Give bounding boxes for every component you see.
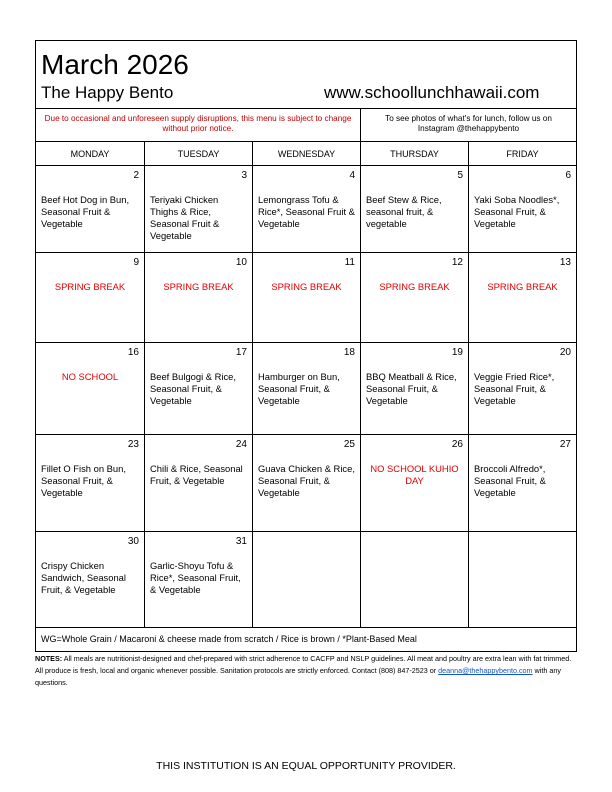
day-cell — [145, 435, 253, 531]
weekday-monday: MONDAY — [36, 142, 145, 165]
spring-break-label: SPRING BREAK — [163, 281, 234, 292]
day-cell — [253, 253, 361, 342]
meal-text: Veggie Fried Rice*, Seasonal Fruit, & Vegetable — [474, 371, 555, 406]
day-cell — [145, 166, 253, 252]
meal-text: Broccoli Alfredo*, Seasonal Fruit, & Vegetable — [474, 463, 546, 498]
notes-text: All meals are nutritionist-designed and chef-prepared with strict adherence to CACFP and NSLP guidelines. All meat and poultry are extra lean with fat trimmed. All produce is fresh, local and organic whenever possible. Sanitation protocols are strictly enforced. Contact (808) 847-2523 or — [35, 654, 572, 675]
day-cell — [253, 343, 361, 434]
day-cell — [36, 253, 145, 342]
day-cell — [253, 166, 361, 252]
empty-day-cell — [361, 532, 469, 627]
legend: WG=Whole Grain / Macaroni & cheese made from scratch / Rice is brown / *Plant-Based Meal — [41, 634, 417, 644]
empty-day-cell — [469, 532, 576, 627]
day-number: 25 — [343, 439, 355, 450]
day-number: 31 — [235, 536, 247, 547]
spring-break-label: SPRING BREAK — [271, 281, 342, 292]
day-cell — [469, 435, 576, 531]
instagram-notice: To see photos of what's for lunch, follow us on Instagram @thehappybento — [385, 114, 552, 133]
website-url: www.schoollunchhawaii.com — [324, 83, 540, 102]
day-cell — [36, 435, 145, 531]
day-number: 9 — [133, 257, 139, 268]
day-cell — [361, 166, 469, 252]
week-row-3 — [36, 343, 576, 435]
day-number: 17 — [235, 347, 247, 358]
week-row-5 — [36, 532, 576, 628]
day-number: 6 — [565, 170, 571, 181]
day-cell — [361, 253, 469, 342]
day-cell — [145, 532, 253, 627]
meal-text: Hamburger on Bun, Seasonal Fruit, & Vegetable — [258, 371, 340, 406]
meal-text: Yaki Soba Noodles*, Seasonal Fruit, & Vegetable — [474, 194, 560, 229]
spring-break-label: SPRING BREAK — [379, 281, 450, 292]
day-number: 2 — [133, 170, 139, 181]
day-number: 5 — [457, 170, 463, 181]
day-cell — [145, 343, 253, 434]
menu-calendar — [35, 40, 577, 652]
meal-text: Teriyaki Chicken Thighs & Rice, Seasonal Fruit & Vegetable — [150, 194, 220, 241]
day-cell — [469, 253, 576, 342]
week-row-1 — [36, 166, 576, 253]
weekday-friday: FRIDAY — [506, 148, 539, 159]
organization-name: The Happy Bento — [41, 83, 174, 102]
day-number: 20 — [559, 347, 571, 358]
notes-paragraph — [35, 653, 577, 689]
day-number: 10 — [235, 257, 247, 268]
meal-text: Beef Stew & Rice, seasonal fruit, & vegetable — [366, 194, 442, 229]
spring-break-label: SPRING BREAK — [54, 281, 126, 292]
page-title: March 2026 — [41, 49, 189, 80]
day-number: 3 — [241, 170, 247, 181]
no-school-kuhio-label: NO SCHOOL KUHIO DAY — [370, 463, 459, 486]
meal-text: Guava Chicken & Rice, Seasonal Fruit, & Vegetable — [258, 463, 355, 498]
calendar-header — [36, 41, 576, 109]
day-number: 4 — [349, 170, 355, 181]
contact-email-link[interactable]: deanna@thehappybento.com — [438, 666, 533, 675]
notes-end: with any questions. — [35, 666, 561, 687]
notice-row — [36, 109, 576, 142]
empty-day-cell — [253, 532, 361, 627]
day-number: 24 — [235, 439, 247, 450]
week-row-2 — [36, 253, 576, 343]
meal-text: BBQ Meatball & Rice, Seasonal Fruit, & Vegetable — [366, 371, 457, 406]
day-number: 30 — [127, 536, 139, 547]
meal-text: Beef Hot Dog in Bun, Seasonal Fruit & Vegetable — [41, 194, 130, 229]
meal-text: Garlic-Shoyu Tofu & Rice*, Seasonal Fruit, & Vegetable — [150, 560, 241, 595]
day-number: 12 — [451, 257, 463, 268]
day-number: 23 — [127, 439, 139, 450]
weekday-thursday: THURSDAY — [361, 142, 469, 165]
day-cell — [253, 435, 361, 531]
week-row-4 — [36, 435, 576, 532]
day-number: 26 — [451, 439, 463, 450]
day-cell — [36, 343, 145, 434]
weekday-header-row — [36, 142, 576, 166]
day-cell — [469, 166, 576, 252]
equal-opportunity-statement: THIS INSTITUTION IS AN EQUAL OPPORTUNITY PROVIDER. — [156, 760, 456, 772]
notes-label: NOTES: — [35, 654, 63, 663]
disclaimer-notice: Due to occasional and unforeseen supply disruptions, this menu is subject to change without prior notice. — [36, 109, 361, 141]
day-number: 11 — [344, 257, 355, 268]
meal-text: Chili & Rice, Seasonal Fruit, & Vegetable — [150, 463, 243, 486]
day-cell — [145, 253, 253, 342]
meal-text: Lemongrass Tofu & Rice*, Seasonal Fruit & Vegetable — [258, 194, 355, 229]
day-cell — [36, 166, 145, 252]
day-cell — [36, 532, 145, 627]
weekday-wednesday: WEDNESDAY — [253, 142, 361, 165]
meal-text: Fillet O Fish on Bun, Seasonal Fruit, & Vegetable — [41, 463, 126, 498]
day-number: 13 — [559, 257, 571, 268]
day-number: 18 — [343, 347, 355, 358]
day-number: 27 — [559, 439, 571, 450]
no-school-label: NO SCHOOL — [61, 371, 119, 382]
meal-text: Beef Bulgogi & Rice, Seasonal Fruit, & Vegetable — [150, 371, 236, 406]
day-number: 19 — [451, 347, 463, 358]
day-number: 16 — [127, 347, 139, 358]
day-cell — [361, 343, 469, 434]
spring-break-label: SPRING BREAK — [487, 281, 558, 292]
meal-text: Crispy Chicken Sandwich, Seasonal Fruit, & Vegetable — [41, 560, 126, 595]
weekday-tuesday: TUESDAY — [145, 142, 253, 165]
day-cell — [469, 343, 576, 434]
day-cell — [361, 435, 469, 531]
